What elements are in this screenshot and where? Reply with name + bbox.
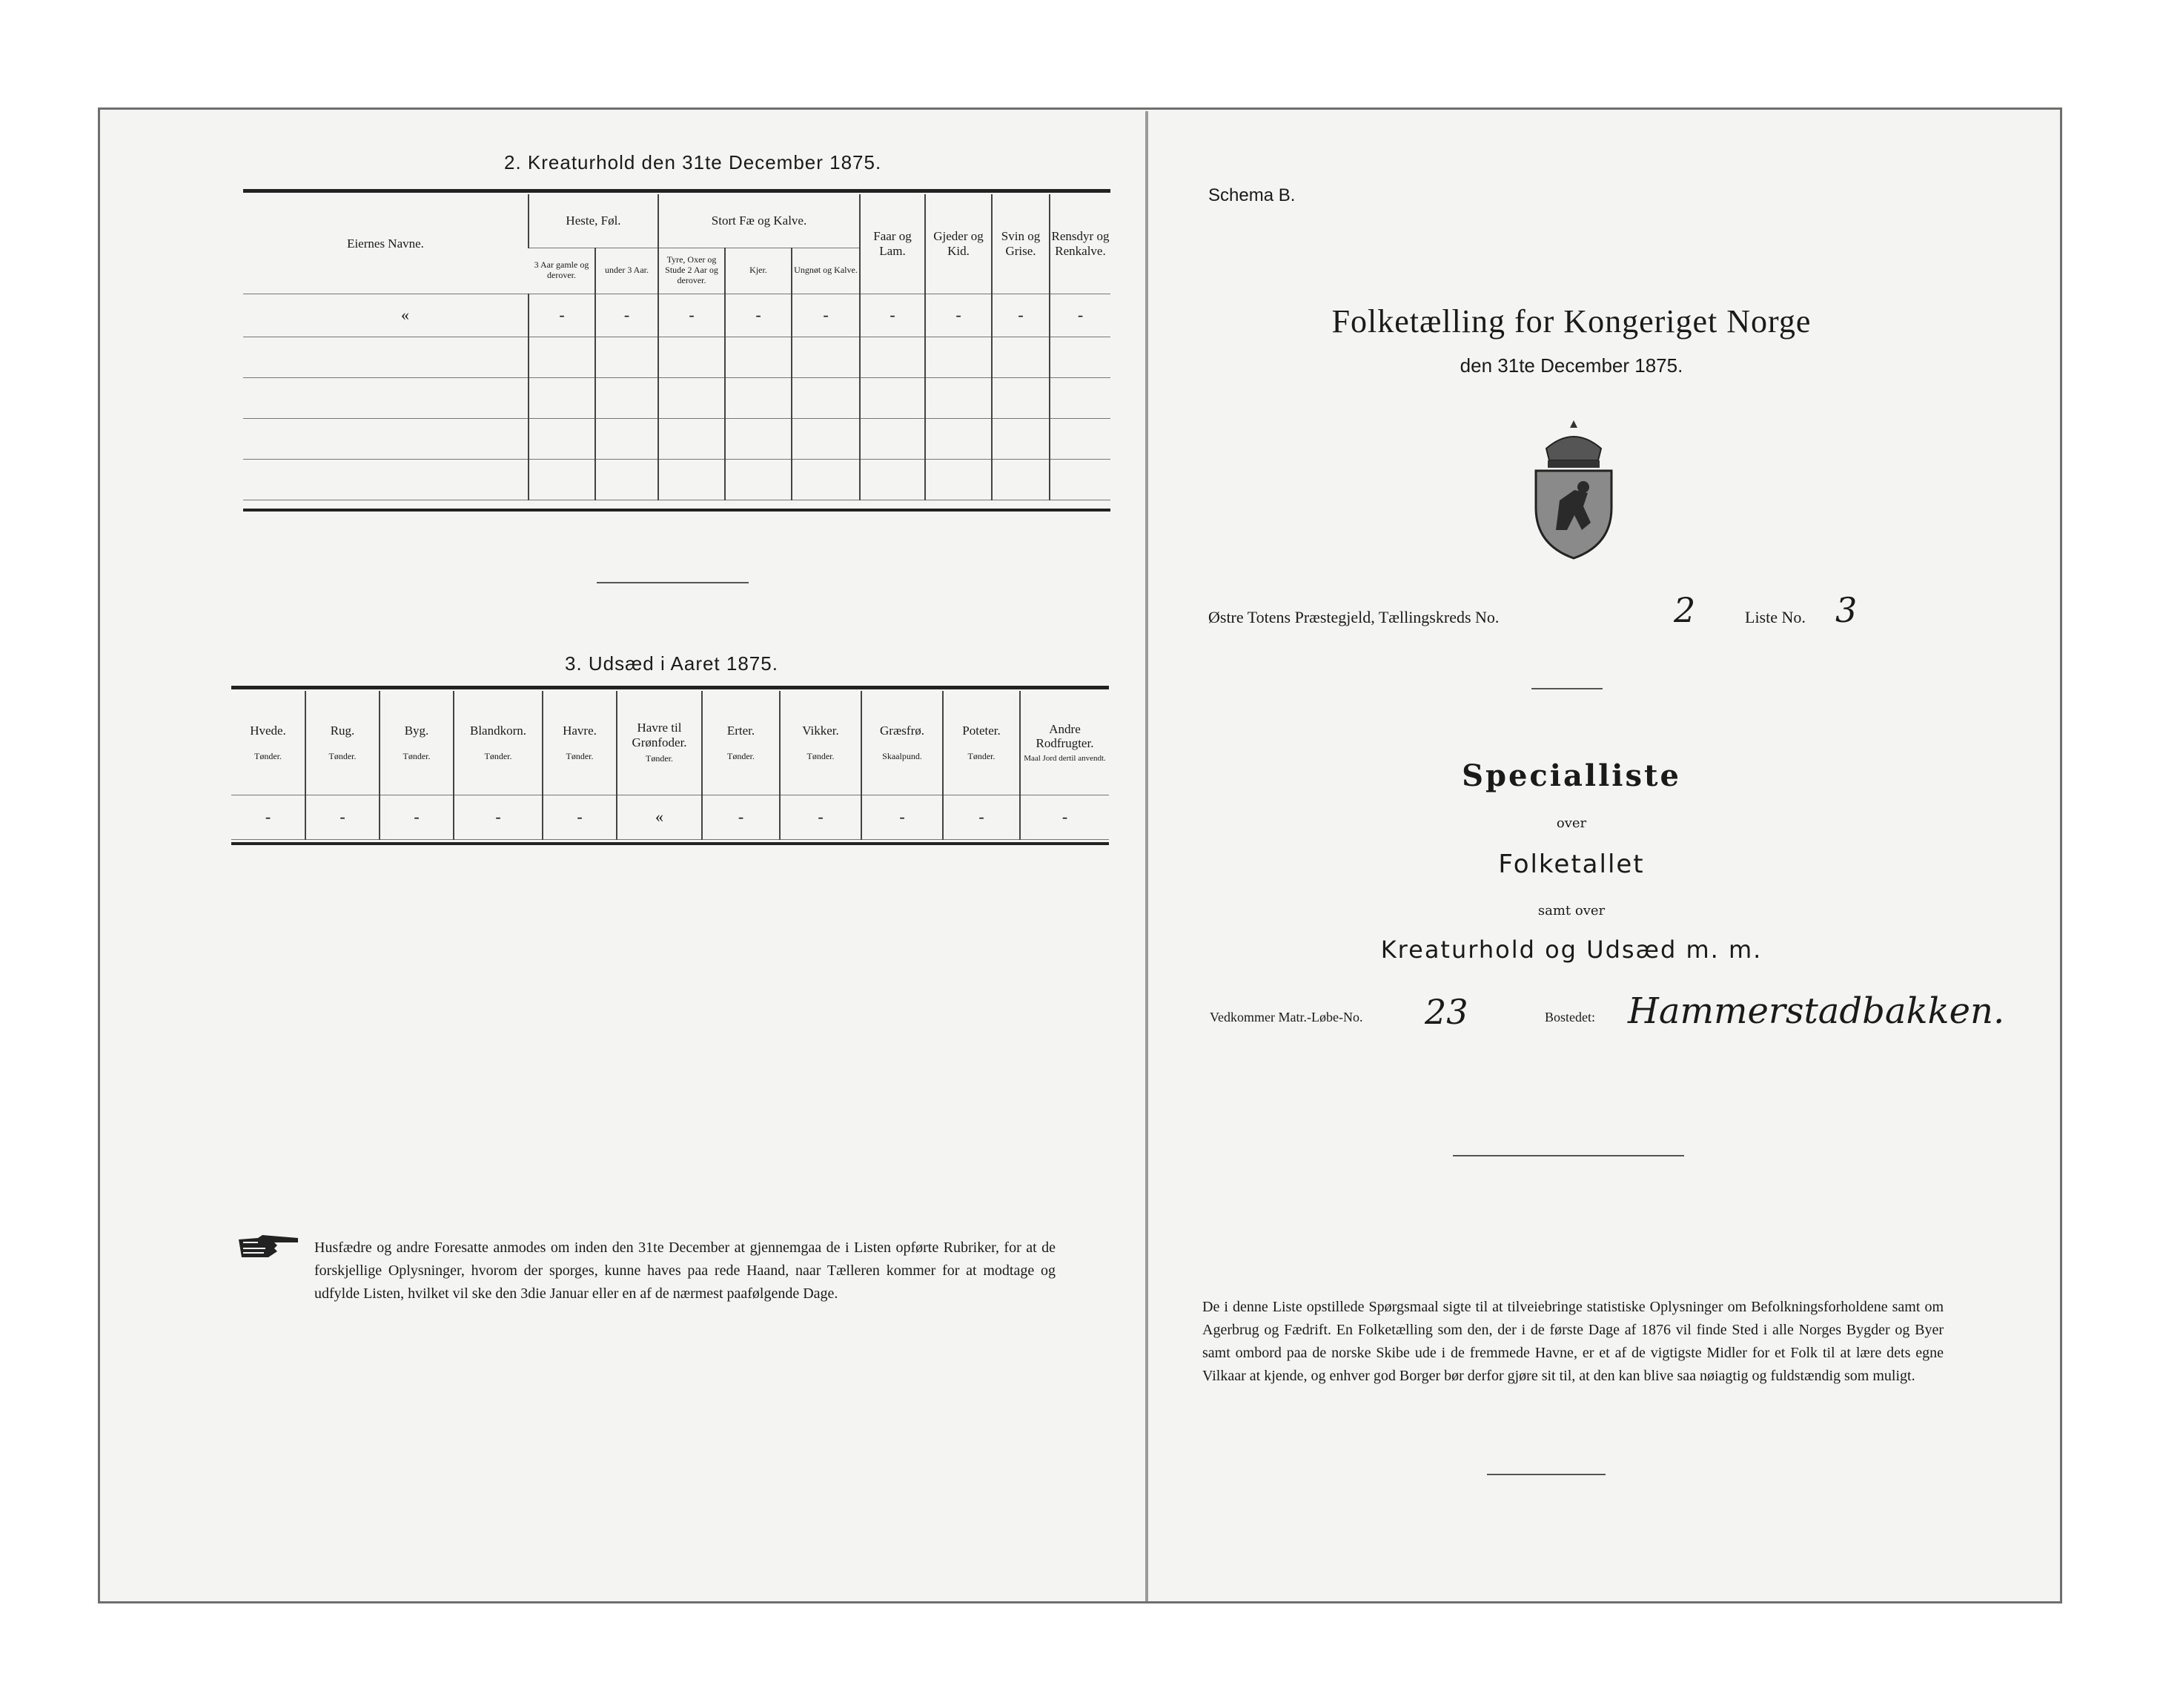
table-row: [243, 337, 1110, 377]
bostedet-value: Hammerstadbakken.: [1628, 990, 2005, 1032]
col-stort-fae: Stort Fæ og Kalve.: [658, 194, 860, 248]
sowing-table: [231, 691, 1109, 840]
value-cell: -: [380, 795, 454, 839]
livestock-table: [243, 194, 1110, 500]
col-andre-rodfrugter: Andre Rodfrugter. Maal Jord dertil anvendt.: [1020, 691, 1109, 795]
col-rensdyr: Rensdyr og Renkalve.: [1050, 194, 1110, 294]
value-cell: -: [1020, 795, 1109, 839]
value-cell: -: [792, 294, 860, 337]
table-top-rule: [243, 189, 1110, 193]
table-row: [243, 418, 1110, 459]
liste-number: 3: [1835, 590, 1858, 630]
value-cell: -: [658, 294, 725, 337]
table-bottom-rule: [231, 842, 1109, 845]
footer-text: De i denne Liste opstillede Spørgsmaal sigte til at tilveiebringe statistiske Oplysninger om Befolkningsforholdene samt om Agerbrug og Fædrift. En Folketælling som den, der i de første Dage af 1876 vil finde Sted i alle Norges Bygder og Byer samt ombord paa de norske Skibe ude i de fremmede Havne, er et af de vigtigste Midler for et Folk til at lære dets egne Vilkaar at kjende, og enhver god Borger bør derfor gjøre sit til, at den kan blive saa nøiagtig og fuldstændig som muligt.: [1202, 1299, 1944, 1384]
page-fold: [1145, 111, 1148, 1601]
value-cell: -: [860, 294, 925, 337]
col-blandkorn: Blandkorn. Tønder.: [454, 691, 543, 795]
col-hvede: Hvede. Tønder.: [231, 691, 305, 795]
specialliste-heading: Specialliste: [1462, 758, 1681, 793]
col-heste-under3: under 3 Aar.: [595, 248, 658, 294]
col-heste-3aar: 3 Aar gamle og derover.: [529, 248, 595, 294]
table-row: [243, 459, 1110, 500]
col-graesfro: Græsfrø. Skaalpund.: [861, 691, 943, 795]
col-byg: Byg. Tønder.: [380, 691, 454, 795]
bostedet-label: Bostedet:: [1545, 1010, 1595, 1025]
value-cell: -: [702, 795, 780, 839]
col-vikker: Vikker. Tønder.: [780, 691, 861, 795]
col-ungnot: Ungnøt og Kalve.: [792, 248, 860, 294]
value-cell: -: [1050, 294, 1110, 337]
col-eiernes-navne: Eiernes Navne.: [243, 194, 529, 294]
tellingskrets-number: 2: [1674, 590, 1696, 630]
separator: [1453, 1155, 1684, 1156]
table-row: [243, 294, 1110, 337]
parish-label: Østre Totens Præstegjeld, Tællingskreds No.: [1208, 608, 1500, 626]
col-svin: Svin og Grise.: [992, 194, 1050, 294]
col-kjer: Kjer.: [725, 248, 792, 294]
col-rug: Rug. Tønder.: [305, 691, 380, 795]
col-erter: Erter. Tønder.: [702, 691, 780, 795]
value-cell: -: [231, 795, 305, 839]
value-cell: -: [861, 795, 943, 839]
table-row: [243, 377, 1110, 418]
value-cell: -: [925, 294, 992, 337]
table-row: [231, 795, 1109, 839]
table-bottom-rule: [243, 509, 1110, 512]
section-3-title: 3. Udsæd i Aaret 1875.: [565, 652, 778, 675]
samt-over-text: samt over: [1537, 903, 1606, 918]
value-cell: -: [725, 294, 792, 337]
main-title: Folketælling for Kongeriget Norge: [1331, 303, 1812, 340]
matr-label: Vedkommer Matr.-Løbe-No.: [1210, 1010, 1363, 1025]
separator: [1531, 688, 1603, 689]
col-poteter: Poteter. Tønder.: [943, 691, 1020, 795]
value-cell: -: [780, 795, 861, 839]
value-cell: -: [943, 795, 1020, 839]
pointing-hand-icon: [236, 1232, 302, 1262]
col-heste: Heste, Føl.: [529, 194, 658, 248]
col-gjeder: Gjeder og Kid.: [925, 194, 992, 294]
value-cell: «: [617, 795, 702, 839]
value-cell: -: [529, 294, 595, 337]
col-havre-gronfoder: Havre til Grønfoder. Tønder.: [617, 691, 702, 795]
col-faar: Faar og Lam.: [860, 194, 925, 294]
matr-number: 23: [1425, 992, 1468, 1032]
main-subtitle: den 31te December 1875.: [1460, 354, 1683, 377]
value-cell: -: [305, 795, 380, 839]
over-text: over: [1556, 815, 1587, 831]
col-havre: Havre. Tønder.: [543, 691, 617, 795]
schema-label: Schema B.: [1208, 185, 1296, 205]
owner-cell: «: [243, 294, 529, 337]
value-cell: -: [454, 795, 543, 839]
liste-label: Liste No.: [1745, 608, 1806, 626]
separator: [1487, 1474, 1606, 1475]
table-top-rule: [231, 686, 1109, 689]
col-tyre-oxer: Tyre, Oxer og Stude 2 Aar og derover.: [658, 248, 725, 294]
coat-of-arms-icon: [1530, 419, 1617, 560]
section-2-title: 2. Kreaturhold den 31te December 1875.: [504, 151, 882, 173]
value-cell: -: [992, 294, 1050, 337]
notice-text: Husfædre og andre Foresatte anmodes om inden den 31te December at gjennemgaa de i Listen opførte Rubriker, for at de forskjellige Oplysninger, hvorom der sporges, kunne haves paa rede Haand, naar Tælleren kommer for at modtage og udfylde Listen, hvilket vil ske den 3die Januar eller en af de nærmest paafølgende Dage.: [314, 1239, 1056, 1302]
folketallet-heading: Folketallet: [1498, 850, 1645, 879]
value-cell: -: [543, 795, 617, 839]
value-cell: -: [595, 294, 658, 337]
kreaturhold-heading: Kreaturhold og Udsæd m. m.: [1380, 936, 1763, 964]
separator: [597, 582, 749, 583]
